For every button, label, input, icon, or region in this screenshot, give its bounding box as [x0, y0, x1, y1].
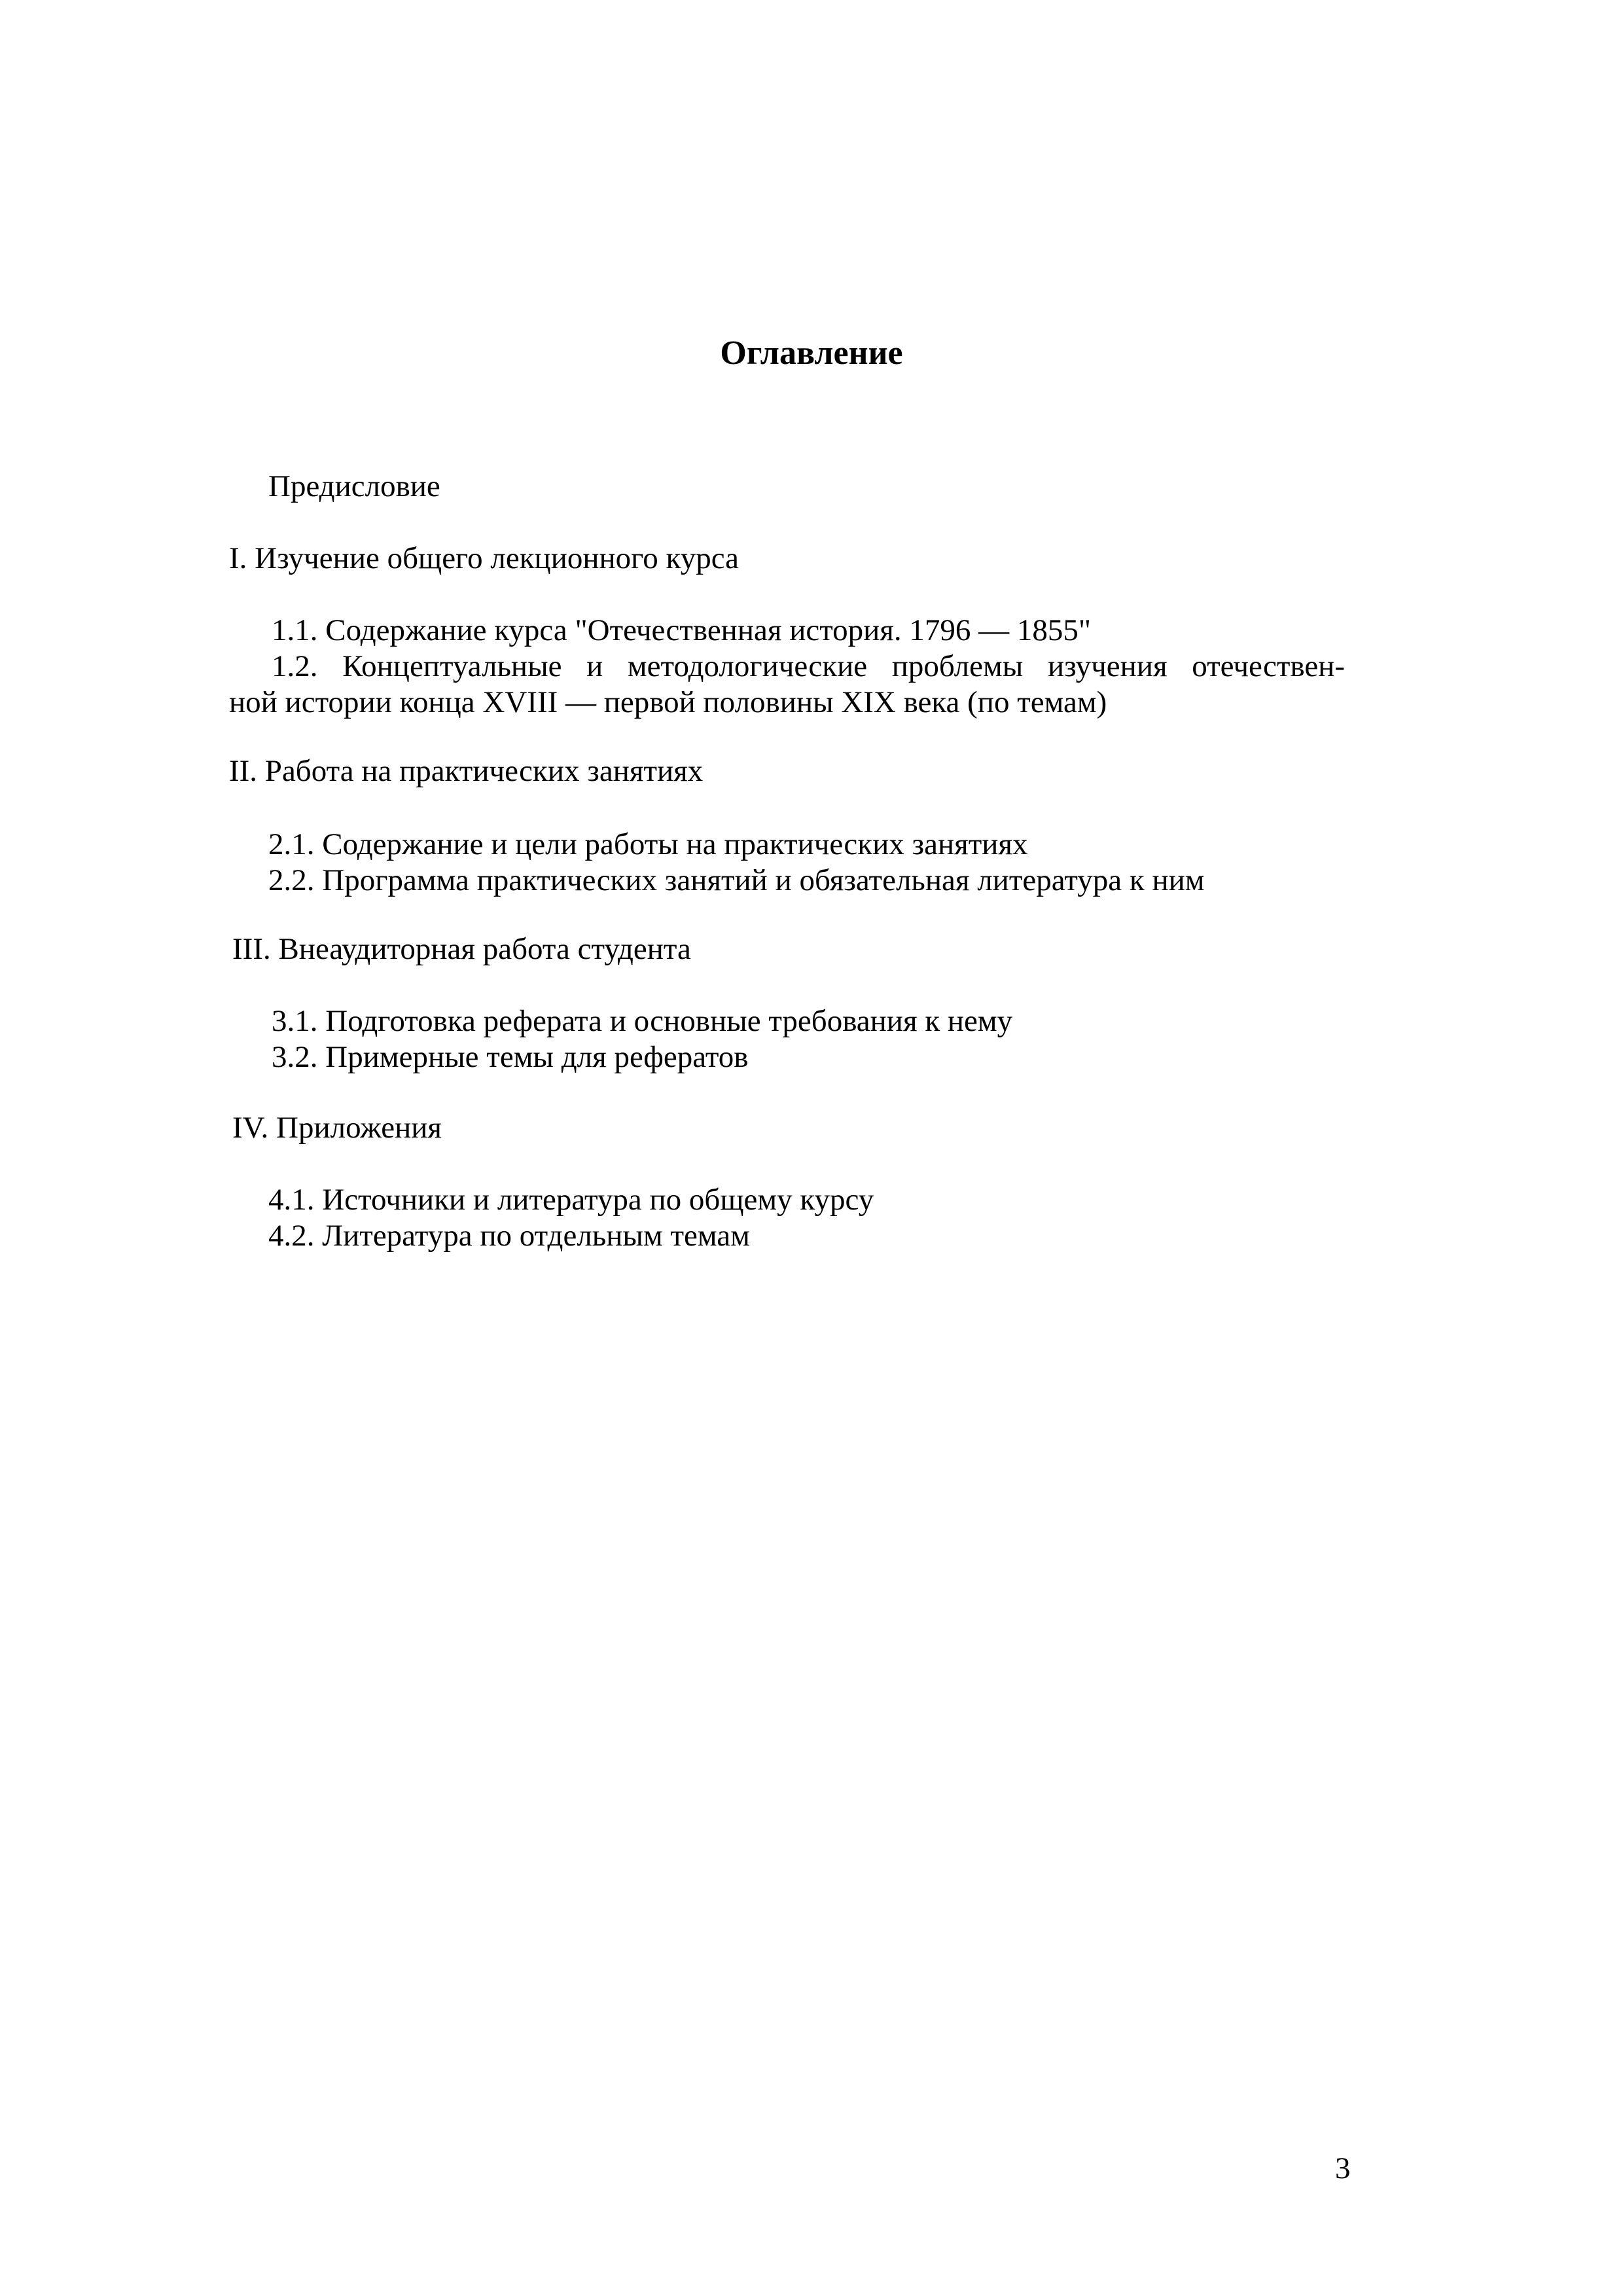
- toc-entry-1-2-word: методологические: [627, 649, 868, 683]
- toc-entry-1-1: 1.1. Содержание курса "Отечественная история. 1796 — 1855": [272, 613, 1092, 647]
- toc-entry-4-1: 4.1. Источники и литература по общему курсу: [268, 1183, 874, 1217]
- toc-entry-1-2-word: изучения: [1047, 649, 1168, 683]
- toc-entry-1-2-word: и: [586, 649, 603, 683]
- toc-entry-3-1: 3.1. Подготовка реферата и основные требования к нему: [272, 1004, 1013, 1038]
- toc-entry-3-2: 3.2. Примерные темы для рефератов: [272, 1040, 749, 1074]
- toc-entry-1-2-text: [272, 648, 1345, 685]
- toc-entry-1-2-word: отечествен-: [1192, 649, 1345, 683]
- toc-entry-1-2: [272, 648, 1345, 685]
- page-number: 3: [1335, 2151, 1351, 2185]
- toc-entry-preface: Предисловие: [268, 469, 440, 503]
- toc-section-heading-3: III. Внеаудиторная работа студента: [232, 932, 691, 966]
- toc-section-heading-4: IV. Приложения: [232, 1111, 442, 1145]
- toc-entry-4-2: 4.2. Литература по отдельным темам: [268, 1219, 750, 1253]
- toc-entry-1-2-continuation: ной истории конца XVIII — первой половины XIX века (по темам): [229, 685, 1107, 719]
- toc-entry-2-1: 2.1. Содержание и цели работы на практических занятиях: [268, 827, 1028, 861]
- toc-entry-2-2: 2.2. Программа практических занятий и обязательная литература к ним: [268, 863, 1205, 897]
- page-title: Оглавление: [720, 334, 903, 372]
- toc-entry-1-2-word: 1.2.: [272, 649, 318, 683]
- toc-entry-1-2-word: проблемы: [891, 649, 1024, 683]
- toc-section-heading-2: II. Работа на практических занятиях: [229, 754, 704, 788]
- toc-section-heading-1: I. Изучение общего лекционного курса: [229, 541, 739, 575]
- toc-entry-1-2-word: Концептуальные: [342, 649, 562, 683]
